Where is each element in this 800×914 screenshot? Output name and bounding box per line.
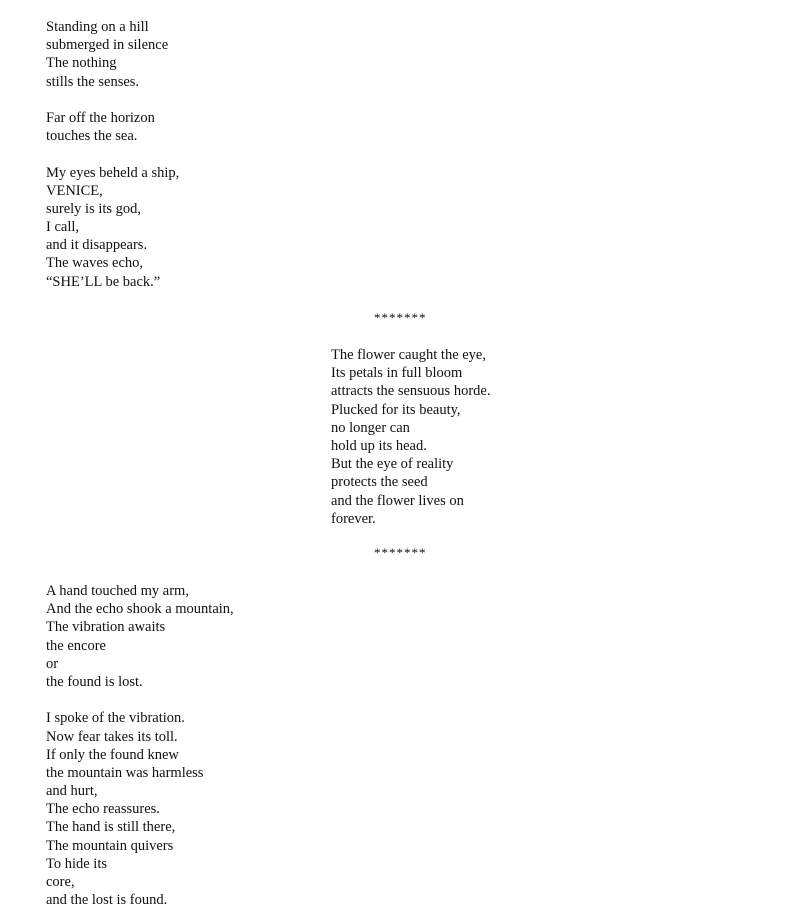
poem-line: the encore: [46, 637, 106, 654]
poem-line: protects the seed: [331, 474, 428, 491]
poem-line: Far off the horizon: [46, 109, 155, 126]
stanza-break: [46, 145, 179, 163]
poem-line: the mountain was harmless: [46, 764, 204, 781]
asterisk-separator: *******: [374, 545, 427, 560]
poem-line: “SHE’LL be back.”: [46, 273, 161, 290]
poem-line: no longer can: [331, 419, 410, 436]
poem-line: hold up its head.: [331, 437, 427, 454]
poem-line: Standing on a hill: [46, 19, 149, 35]
poem-line: To hide its: [46, 855, 108, 872]
poem-line: The flower caught the eye,: [331, 347, 486, 363]
poem-line: The nothing: [46, 55, 117, 72]
asterisk-separator: *******: [374, 310, 427, 325]
poem-line: The echo reassures.: [46, 801, 160, 818]
poem-line: and the lost is found.: [46, 892, 168, 909]
poem-line: If only the found knew: [46, 746, 179, 763]
stanza-break: [46, 691, 234, 709]
poem-line: And the echo shook a mountain,: [46, 601, 234, 618]
poem-line: the found is lost.: [46, 673, 143, 690]
poem-line: The mountain quivers: [46, 837, 174, 854]
poem-line: The waves echo,: [46, 255, 144, 272]
poem-line: or: [46, 655, 59, 672]
poem-line: My eyes beheld a ship,: [46, 164, 180, 181]
stanza-break: [46, 91, 179, 109]
poem-echo: [46, 582, 234, 909]
poem-line: forever.: [331, 510, 376, 527]
poem-flower: [331, 346, 490, 528]
poem-line: core,: [46, 874, 75, 890]
poem-venice: [46, 18, 179, 291]
poem-line: But the eye of reality: [331, 456, 454, 473]
poem-line: VENICE,: [46, 182, 103, 199]
poem-line: and hurt,: [46, 783, 98, 800]
poem-line: Now fear takes its toll.: [46, 728, 178, 745]
poem-line: surely is its god,: [46, 200, 142, 217]
poem-line: I spoke of the vibration.: [46, 710, 185, 727]
poem-line: I call,: [46, 219, 80, 236]
poem-line: The vibration awaits: [46, 619, 166, 636]
poem-line: A hand touched my arm,: [46, 583, 189, 599]
poem-line: Plucked for its beauty,: [331, 401, 461, 418]
poem-line: touches the sea.: [46, 128, 138, 145]
poem-line: attracts the sensuous horde.: [331, 383, 491, 400]
poem-line: and the flower lives on: [331, 492, 464, 509]
poem-line: submerged in silence: [46, 37, 169, 54]
poem-line: Its petals in full bloom: [331, 365, 463, 382]
poem-line: The hand is still there,: [46, 819, 176, 836]
poem-line: stills the senses.: [46, 73, 140, 90]
poem-line: and it disappears.: [46, 237, 148, 254]
